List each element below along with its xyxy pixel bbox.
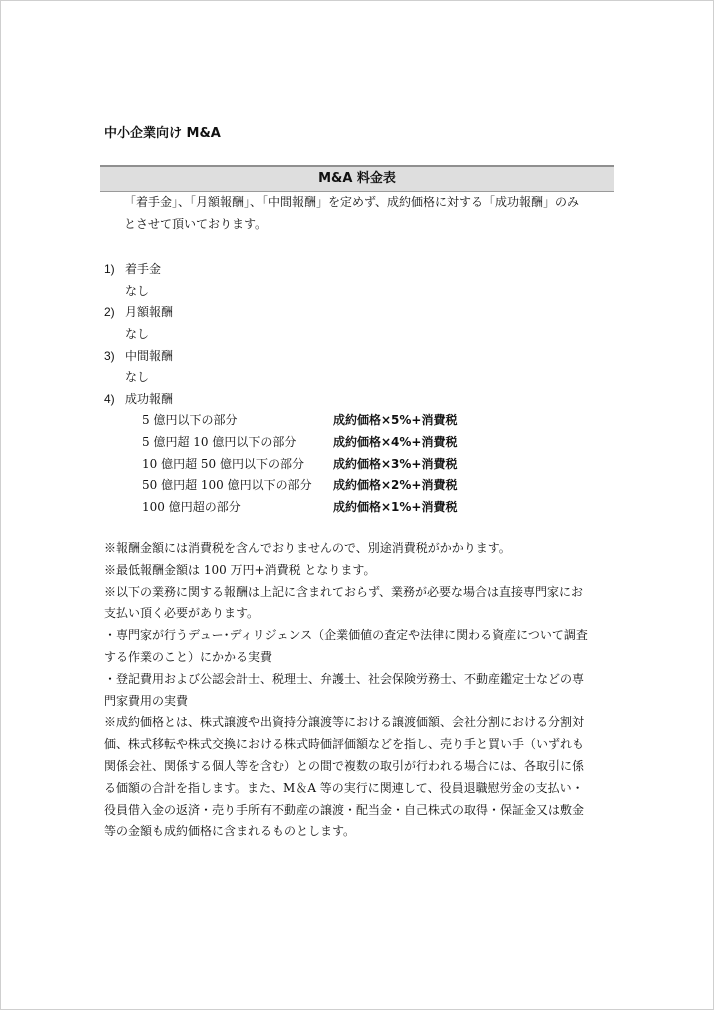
note-line: ・登記費用および公認会計士、税理士、弁護士、社会保険労務士、不動産鑑定士などの専 xyxy=(104,671,585,686)
item-number: 4) xyxy=(104,392,115,406)
fee-tier-rate: 成約価格×2%+消費税 xyxy=(333,478,458,492)
item-number: 2) xyxy=(104,305,115,319)
item-value-monthly-fee: なし xyxy=(125,327,150,341)
note-line: 役員借入金の返済・売り手所有不動産の譲渡・配当金・自己株式の取得・保証金又は敷金 xyxy=(104,802,585,817)
item-label-interim-fee: 中間報酬 xyxy=(125,349,174,363)
note-line: ・専門家が行うデュー･ディリジェンス（企業価値の査定や法律に関わる資産について調査 xyxy=(104,628,588,643)
item-label-retainer: 着手金 xyxy=(125,262,162,276)
item-number: 3) xyxy=(104,349,115,363)
note-line: ※報酬金額には消費税を含んでおりませんので、別途消費税がかかります。 xyxy=(104,541,511,555)
fee-tier-rate: 成約価格×4%+消費税 xyxy=(333,435,458,449)
note-line: ※成約価格とは、株式譲渡や出資持分譲渡等における譲渡価額、会社分割における分割対 xyxy=(104,715,585,730)
note-line: 関係会社、関係する個人等を含む）との間で複数の取引が行われる場合には、各取引に係 xyxy=(104,758,585,773)
item-value-interim-fee: なし xyxy=(125,370,150,384)
fee-tier-range: 50 億円超 100 億円以下の部分 xyxy=(142,478,312,492)
fee-tier-range: 5 億円超 10 億円以下の部分 xyxy=(142,435,297,449)
item-value-retainer: なし xyxy=(125,284,150,298)
fee-tier-rate: 成約価格×5%+消費税 xyxy=(333,413,458,427)
fee-table-heading: M&A 料金表 xyxy=(100,165,614,192)
fee-tier-range: 100 億円超の部分 xyxy=(142,500,241,514)
document-title: 中小企業向け M&A xyxy=(104,126,221,141)
note-line: ※以下の業務に関する報酬は上記に含まれておらず、業務が必要な場合は直接専門家にお xyxy=(104,584,584,599)
note-line: 門家費用の実費 xyxy=(104,693,189,708)
note-line: る価額の合計を指します。また、M＆A 等の実行に関連して、役員退職慰労金の支払い・ xyxy=(104,780,584,795)
intro-line: とさせて頂いております。 xyxy=(124,217,268,231)
note-line: 支払い頂く必要があります。 xyxy=(104,606,260,621)
note-line: する作業のこと）にかかる実費 xyxy=(104,649,273,664)
note-line: 等の金額も成約価格に含まれるものとします。 xyxy=(104,824,356,839)
fee-tier-range: 10 億円超 50 億円以下の部分 xyxy=(142,457,304,471)
notes-section xyxy=(104,538,616,843)
item-label-success-fee: 成功報酬 xyxy=(125,392,174,406)
note-line: ※最低報酬金額は 100 万円+消費税 となります。 xyxy=(104,562,376,577)
item-number: 1) xyxy=(104,262,115,276)
intro-line: 「着手金」、「月額報酬」、「中間報酬」を定めず、成約価格に対する「成功報酬」のみ xyxy=(124,195,580,209)
note-line: 価、株式移転や株式交換における株式時価評価額などを指し、売り手と買い手（いずれも xyxy=(104,737,585,752)
intro-paragraph xyxy=(124,191,616,235)
fee-tier-range: 5 億円以下の部分 xyxy=(142,413,238,427)
fee-tier-rate: 成約価格×1%+消費税 xyxy=(333,500,458,514)
item-label-monthly-fee: 月額報酬 xyxy=(125,305,174,319)
fee-tier-rate: 成約価格×3%+消費税 xyxy=(333,457,458,471)
